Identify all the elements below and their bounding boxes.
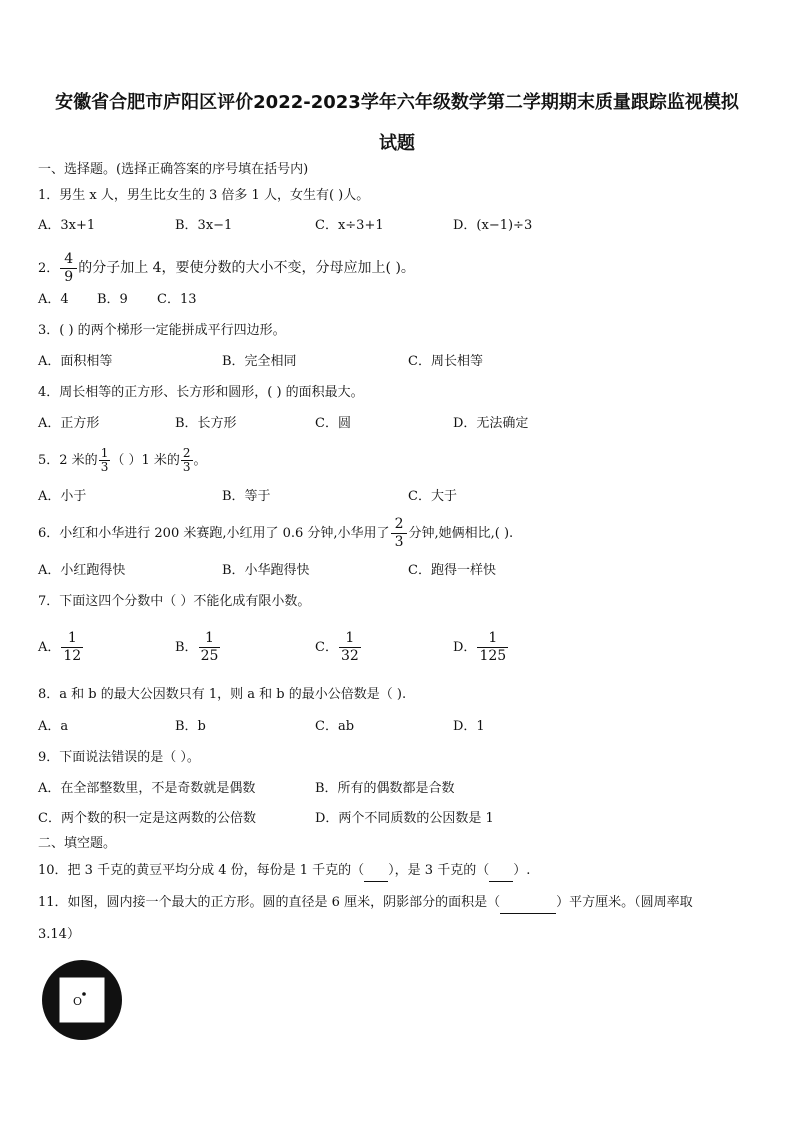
circle-inscribed-square-figure	[40, 958, 124, 1042]
q7-b-denominator: 25	[200, 648, 219, 664]
question-6	[38, 516, 513, 551]
q7-option-b-label: B．	[175, 640, 198, 655]
q6-option-a: A．小红跑得快	[38, 563, 126, 578]
q7-a-numerator: 1	[61, 630, 83, 648]
q7-option-a	[38, 628, 84, 668]
q2-number: 2．	[38, 261, 60, 276]
q10-text-start: 10．把 3 千克的黄豆平均分成 4 份，每份是 1 千克的（	[38, 863, 365, 878]
q8-option-c: C．ab	[315, 719, 355, 734]
q2-fraction-numerator: 4	[60, 251, 77, 269]
q2-text: 的分子加上 4，要使分数的大小不变，分母应加上( )。	[78, 260, 415, 276]
q2-fraction	[60, 251, 77, 286]
page-title-line2: 试题	[379, 133, 415, 154]
question-3: 3．( ) 的两个梯形一定能拼成平行四边形。	[38, 323, 286, 338]
q5-fraction-1	[99, 447, 111, 474]
q4-option-d: D．无法确定	[453, 416, 529, 431]
q6-fraction-numerator: 2	[391, 516, 408, 534]
q7-c-denominator: 32	[340, 648, 359, 664]
q6-text-end: 分钟,她俩相比,( ).	[408, 526, 514, 541]
q2-fraction-denominator: 9	[64, 269, 74, 285]
q1-option-a: A．3x+1	[38, 218, 96, 233]
question-7: 7．下面这四个分数中（ ）不能化成有限小数。	[38, 594, 311, 609]
q11-text-end: ）平方厘米。（圆周率取	[556, 895, 693, 910]
q7-option-c-fraction	[339, 630, 361, 665]
q5-option-c: C．大于	[408, 489, 457, 504]
q5-fraction-1-denominator: 3	[100, 460, 109, 474]
q5-text-end: 。	[193, 453, 207, 468]
q7-option-d-label: D．	[453, 640, 477, 655]
q5-fraction-2-denominator: 3	[182, 460, 191, 474]
q9-option-c: C．两个数的积一定是这两数的公倍数	[38, 811, 256, 826]
question-2	[38, 251, 415, 286]
q3-option-b: B．完全相同	[222, 354, 297, 369]
q4-option-b: B．长方形	[175, 416, 237, 431]
q10-answer-blank-2[interactable]	[489, 861, 513, 882]
q7-option-b	[175, 628, 221, 668]
q7-d-denominator: 125	[479, 648, 507, 664]
q11-answer-blank[interactable]	[500, 893, 556, 914]
section-heading-fill: 二、填空题。	[38, 836, 117, 851]
q10-text-end: ）.	[513, 863, 531, 878]
q4-option-a: A．正方形	[38, 416, 100, 431]
q2-option-a: A．4	[38, 292, 69, 307]
q7-a-denominator: 12	[63, 648, 82, 664]
q7-option-a-fraction	[61, 630, 83, 665]
q2-option-c: C．13	[157, 292, 197, 307]
figure-center-label: O	[73, 995, 83, 1008]
q7-option-b-fraction	[199, 630, 221, 665]
q6-option-b: B．小华跑得快	[222, 563, 310, 578]
q5-option-a: A．小于	[38, 489, 87, 504]
question-1: 1．男生 x 人，男生比女生的 3 倍多 1 人，女生有( )人。	[38, 188, 370, 203]
q9-option-d: D．两个不同质数的公因数是 1	[315, 811, 494, 826]
q7-d-numerator: 1	[477, 630, 508, 648]
question-10	[38, 861, 530, 882]
q7-option-a-label: A．	[38, 640, 61, 655]
q6-fraction	[391, 516, 408, 551]
question-11	[38, 893, 693, 914]
q5-text-mid: （ ）1 米的	[111, 453, 180, 468]
q6-option-c: C．跑得一样快	[408, 563, 496, 578]
q4-option-c: C．圆	[315, 416, 351, 431]
q7-option-c-label: C．	[315, 640, 338, 655]
q8-option-d: D．1	[453, 719, 485, 734]
q1-option-c: C．x÷3+1	[315, 218, 384, 233]
q11-text-start: 11．如图，圆内接一个最大的正方形。圆的直径是 6 厘米，阴影部分的面积是（	[38, 895, 501, 910]
figure-center-dot	[82, 992, 86, 996]
q5-fraction-2-numerator: 2	[182, 446, 191, 460]
page-title-line1: 安徽省合肥市庐阳区评价2022-2023学年六年级数学第二学期期末质量跟踪监视模拟	[55, 92, 739, 113]
q8-option-b: B．b	[175, 719, 206, 734]
q9-option-b: B．所有的偶数都是合数	[315, 781, 455, 796]
q6-text-start: 6．小红和小华进行 200 米赛跑,小红用了 0.6 分钟,小华用了	[38, 526, 390, 541]
q7-option-d-fraction	[477, 630, 508, 665]
question-5	[38, 447, 207, 475]
q5-text-start: 5．2 米的	[38, 453, 98, 468]
q5-fraction-1-numerator: 1	[100, 446, 109, 460]
question-8: 8．a 和 b 的最大公因数只有 1，则 a 和 b 的最小公倍数是（ ).	[38, 687, 407, 702]
q8-option-a: A．a	[38, 719, 69, 734]
q7-b-numerator: 1	[199, 630, 221, 648]
q1-option-d: D．(x−1)÷3	[453, 218, 533, 233]
q3-option-a: A．面积相等	[38, 354, 113, 369]
q7-option-c	[315, 628, 362, 668]
question-4: 4．周长相等的正方形、长方形和圆形，( ) 的面积最大。	[38, 385, 364, 400]
q9-option-a: A．在全部整数里，不是奇数就是偶数	[38, 781, 256, 796]
q2-option-b: B．9	[97, 292, 128, 307]
q5-fraction-2	[181, 447, 193, 474]
q7-option-d	[453, 628, 509, 668]
q10-answer-blank-1[interactable]	[364, 861, 388, 882]
q6-fraction-denominator: 3	[394, 534, 404, 550]
section-heading-choice: 一、选择题。(选择正确答案的序号填在括号内)	[38, 162, 309, 177]
q10-text-mid: ），是 3 千克的（	[388, 863, 490, 878]
q7-c-numerator: 1	[339, 630, 361, 648]
q1-option-b: B．3x−1	[175, 218, 233, 233]
q3-option-c: C．周长相等	[408, 354, 483, 369]
question-11-continued: 3.14）	[38, 927, 80, 942]
question-9: 9．下面说法错误的是（ ）。	[38, 750, 200, 765]
q5-option-b: B．等于	[222, 489, 271, 504]
